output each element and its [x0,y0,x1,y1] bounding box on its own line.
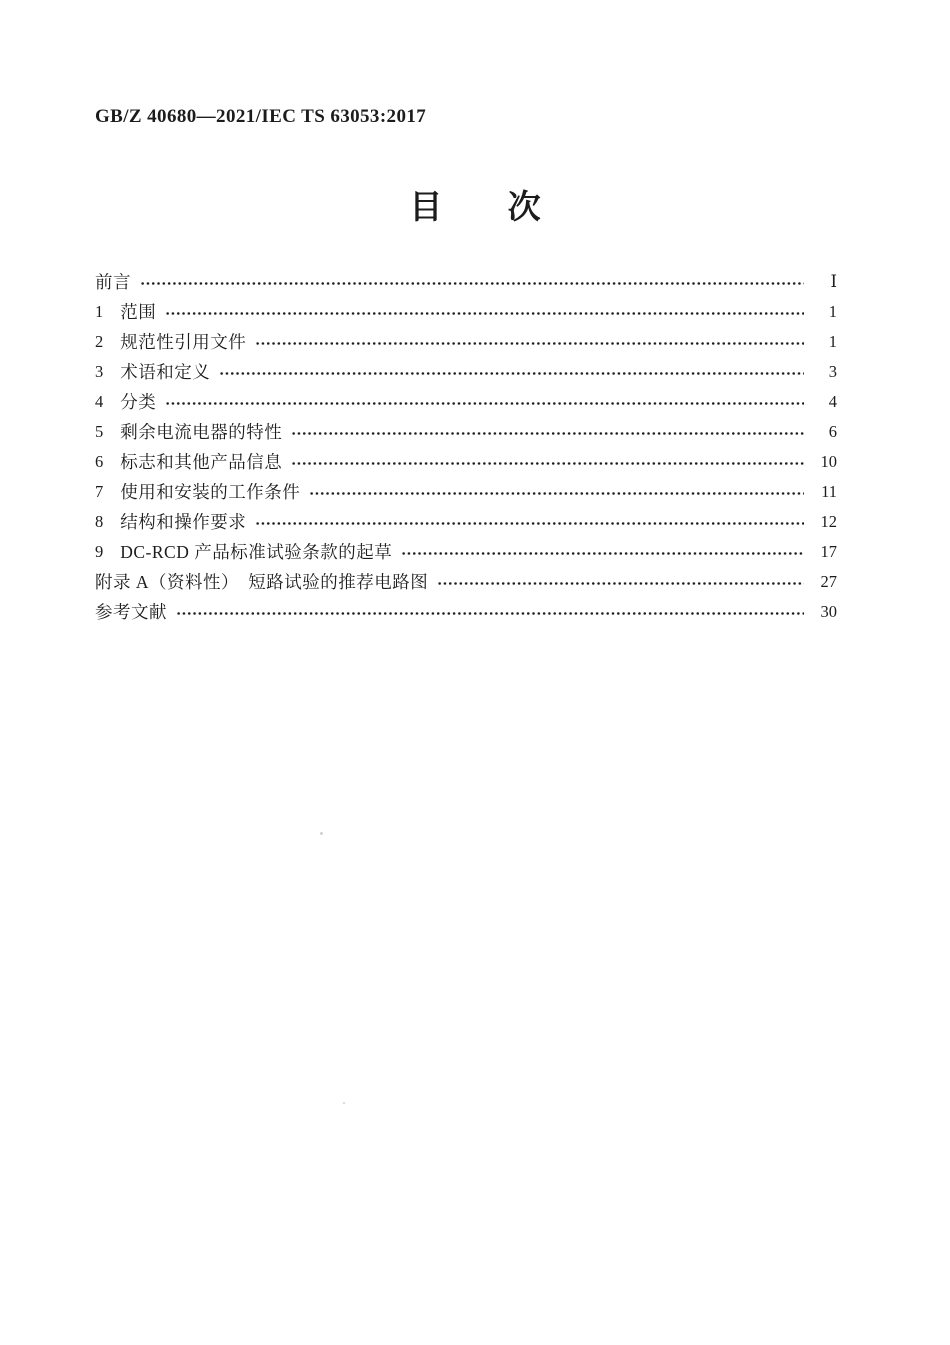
toc-entry-page: 12 [820,512,837,531]
toc-entry-classification [95,387,837,417]
toc-entry-label: DC-RCD 产品标准试验条款的起草 [120,542,393,562]
dot-leader [255,327,804,357]
dot-leader [291,447,804,477]
toc-entry-page: Ⅰ [830,272,837,291]
dot-leader [176,597,804,627]
toc-entry-label: 范围 [120,302,157,322]
toc-entry-page: 1 [828,332,837,351]
toc-entry-rcd-characteristics [95,417,837,447]
toc-entry-dc-rcd-test-clauses [95,537,837,567]
toc-entry-page: 27 [820,572,837,591]
toc-entry-annex-a [95,567,837,597]
toc-entry-marking-product-info [95,447,837,477]
toc-entry-construction-operation [95,507,837,537]
dot-leader [140,267,804,297]
toc-entry-label: 结构和操作要求 [120,512,247,532]
toc-entry-number: 9 [95,542,104,561]
toc-entry-label: 剩余电流电器的特性 [120,422,283,442]
toc-entry-page: 3 [828,362,837,381]
toc-entry-page: 6 [828,422,837,441]
toc-entry-page: 10 [820,452,837,471]
toc-entry-page: 11 [821,482,837,501]
toc-entry-number: 5 [95,422,104,441]
toc-entry-number: 1 [95,302,104,321]
toc-entry-number: 6 [95,452,104,471]
toc-entry-page: 4 [828,392,837,411]
toc-entry-label: 规范性引用文件 [120,332,247,352]
toc-entry-scope [95,297,837,327]
dot-leader [165,297,804,327]
toc-entry-number: 4 [95,392,104,411]
toc-entry-number: 7 [95,482,104,501]
scan-speck [320,832,323,835]
dot-leader [165,387,804,417]
toc-entry-label: 参考文献 [95,602,167,622]
dot-leader [291,417,804,447]
toc-entry-label: 分类 [120,392,157,412]
dot-leader [309,477,804,507]
table-of-contents [95,267,837,627]
dot-leader [401,537,804,567]
scan-speck [343,1102,345,1104]
toc-entry-label: 术语和定义 [120,362,211,382]
toc-entry-normative-references [95,327,837,357]
toc-entry-operating-conditions [95,477,837,507]
toc-entry-page: 30 [820,602,837,621]
toc-entry-label: 附录 A（资料性） 短路试验的推荐电路图 [95,572,429,592]
toc-entry-number: 2 [95,332,104,351]
page-title-char: 次 [507,188,541,225]
dot-leader [255,507,804,537]
toc-entry-label: 前言 [95,272,131,292]
toc-entry-number: 8 [95,512,104,531]
toc-entry-bibliography [95,597,837,627]
page-title-char: 目 [409,188,443,225]
toc-entry-page: 17 [820,542,837,561]
toc-entry-terms-definitions [95,357,837,387]
standard-number: GB/Z 40680—2021/IEC TS 63053:2017 [95,106,427,127]
toc-entry-foreword [95,267,837,297]
page-title [0,188,950,226]
toc-entry-label: 使用和安装的工作条件 [120,482,301,502]
toc-entry-label: 标志和其他产品信息 [120,452,283,472]
toc-entry-page: 1 [828,302,837,321]
dot-leader [219,357,804,387]
toc-entry-number: 3 [95,362,104,381]
dot-leader [437,567,804,597]
